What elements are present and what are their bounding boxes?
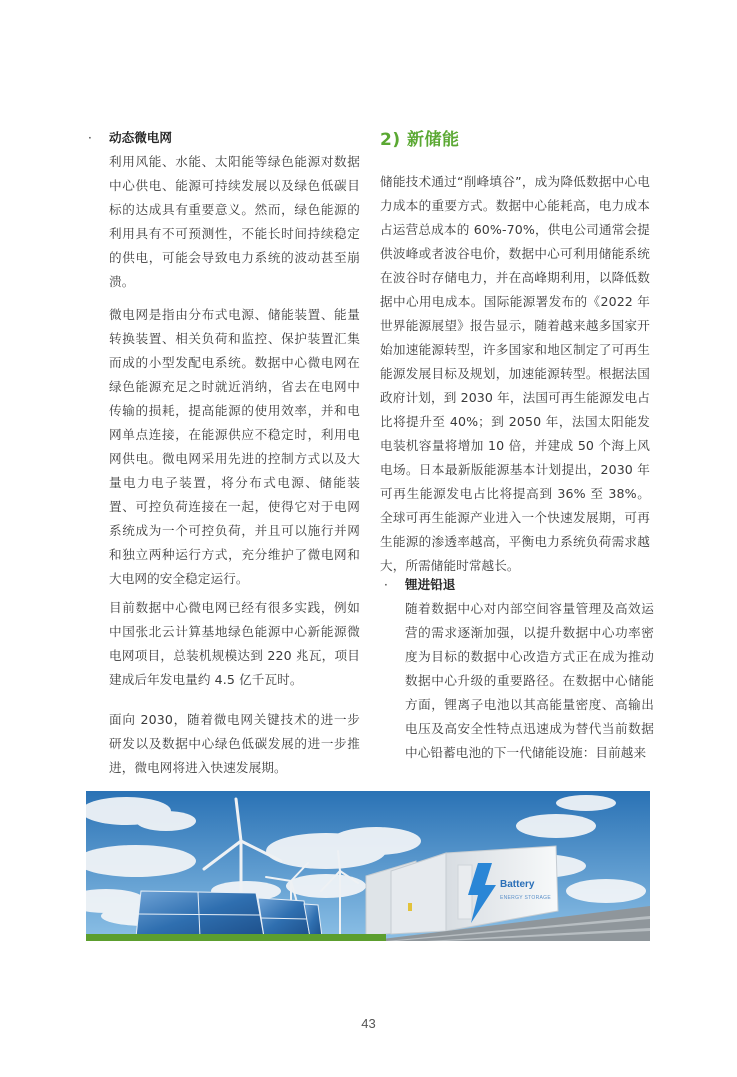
photo-illustration — [86, 791, 650, 941]
bullet-title: 动态微电网 — [109, 130, 172, 145]
bullet-marker: · — [384, 578, 388, 592]
battery-label: Battery — [500, 879, 535, 890]
bullet-lithium-replacing-lead — [384, 573, 654, 765]
bullet-title: 锂进铅退 — [405, 577, 456, 592]
paragraph-microgrid-definition: 微电网是指由分布式电源、储能装置、能量转换装置、相关负荷和监控、保护装置汇集而成的小型发配电系统。数据中心微电网在绿色能源充足之时就近消纳，省去在电网中传输的损耗，提高能源的使用效率，并和电网单点连接，在能源供应不稳定时，利用电网供电。微电网采用先进的控制方式以及大量电力电子装置，将分布式电源、储能装置、可控负荷连接在一起，使得它对于电网系统成为一个可控负荷，并且可以施行并网和独立两种运行方式，充分维护了微电网和大电网的安全稳定运行。 — [109, 307, 360, 586]
paragraph-microgrid-outlook: 面向 2030，随着微电网关键技术的进一步研发以及数据中心绿色低碳发展的进一步推进，微电网将进入快速发展期。 — [109, 712, 360, 775]
battery-sublabel: ENERGY STORAGE — [500, 895, 551, 901]
page-number: 43 — [361, 1016, 376, 1031]
bullet-dynamic-microgrid — [88, 126, 360, 294]
paragraph-microgrid-practice: 目前数据中心微电网已经有很多实践，例如中国张北云计算基地绿色能源中心新能源微电网项目，总装机规模达到 220 兆瓦，项目建成后年发电量约 4.5 亿千瓦时。 — [109, 600, 360, 687]
renewable-energy-photo — [86, 791, 650, 941]
bullet-text: 随着数据中心对内部空间容量管理及高效运营的需求逐渐加强，以提升数据中心功率密度为目标的数据中心改造方式正在成为推动数据中心升级的重要路径。在数据中心储能方面，锂离子电池以其高能量密度、高输出电压及高安全性特点迅速成为替代当前数据中心铅蓄电池的下一代储能设施：目前越来 — [405, 601, 654, 760]
bullet-marker: · — [88, 131, 92, 145]
section-title: 2) 新储能 — [380, 130, 460, 150]
bullet-text: 利用风能、水能、太阳能等绿色能源对数据中心供电、能源可持续发展以及绿色低碳目标的达成具有重要意义。然而，绿色能源的利用具有不可预测性，不能长时间持续稳定的供电，可能会导致电力系统的波动甚至崩溃。 — [109, 154, 360, 289]
paragraph-energy-storage: 储能技术通过“削峰填谷”，成为降低数据中心电力成本的重要方式。数据中心能耗高，电力成本占运营总成本的 60%-70%，供电公司通常会提供波峰或者波谷电价，数据中心可利用储能系统在波谷时存储电力，并在高峰期利用，以降低数据中心用电成本。国际能源署发布的《2022 年世界能源展望》报告显示，随着越来越多国家开始加速能源转型，许多国家和地区制定了可再生能源发展目标及规划，加速能源转型。根据法国政府计划，到 2030 年，法国可再生能源发电占比将提升至 40%；到 2050 年，法国太阳能发电装机容量将增加 10 倍，并建成 50 个海上风电场。日本最新版能源基本计划提出，2030 年可再生能源发电占比将提高到 36% 至 38%。全球可再生能源产业进入一个快速发展期，可再生能源的渗透率越高，平衡电力系统负荷需求越大，所需储能时常越长。 — [380, 174, 650, 573]
